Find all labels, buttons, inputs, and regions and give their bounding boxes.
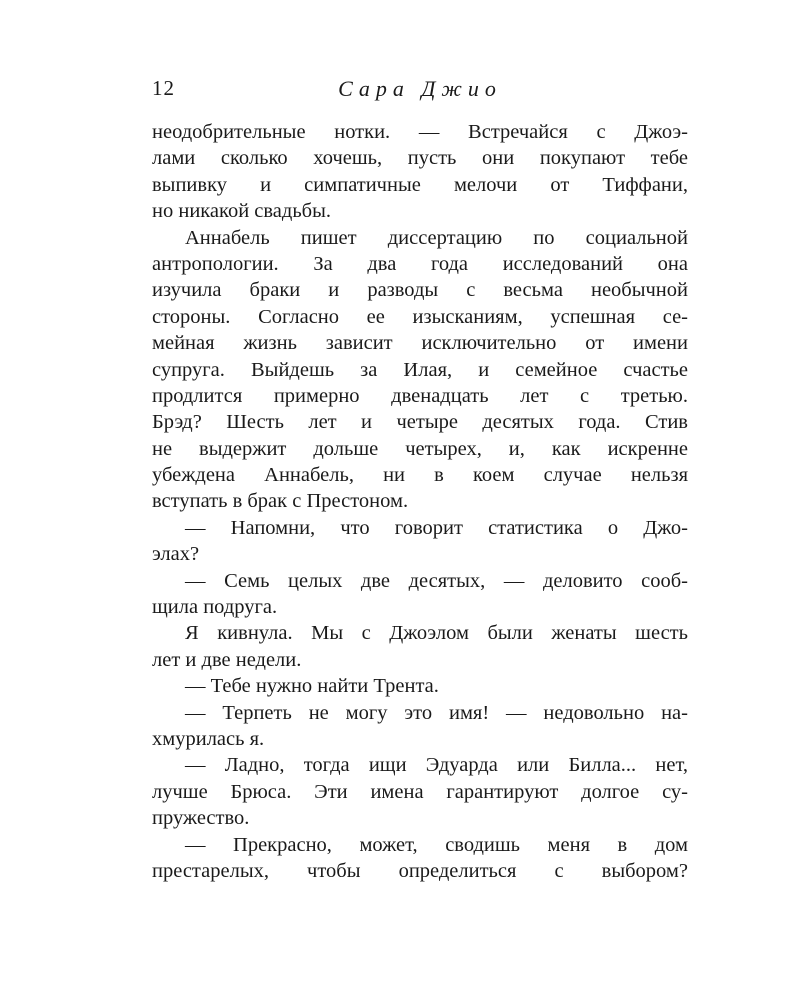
text-line: убеждена Аннабель, ни в коем случае нельзя — [152, 464, 688, 487]
text-line: но никакой свадьбы. — [152, 200, 332, 223]
text-line: не выдержит дольше четырех, и, как искренне — [152, 437, 688, 460]
text-line: лет и две недели. — [152, 648, 302, 671]
text-line: — Ладно, тогда ищи Эдуарда или Билла... нет, — [185, 754, 688, 777]
text-line: престарелых, чтобы определиться с выбором? — [152, 859, 688, 882]
text-line: супруга. Выйдешь за Илая, и семейное счастье — [152, 358, 688, 381]
text-line: антропологии. За два года исследований она — [152, 252, 688, 275]
running-head-author: Сара Джио — [338, 76, 502, 101]
text-line: Брэд? Шесть лет и четыре десятых года. Стив — [152, 411, 688, 434]
text-line: лами сколько хочешь, пусть они покупают тебе — [152, 147, 688, 170]
text-line: стороны. Согласно ее изысканиям, успешная се- — [152, 305, 688, 328]
text-line: — Прекрасно, может, сводишь меня в дом — [185, 833, 688, 856]
page-header — [152, 76, 688, 104]
text-line: элах? — [152, 543, 200, 566]
text-line: изучила браки и разводы с весьма необычной — [152, 279, 688, 302]
text-line: мейная жизнь зависит исключительно от имени — [152, 332, 688, 355]
page-number: 12 — [152, 76, 175, 100]
text-line: Я кивнула. Мы с Джоэлом были женаты шесть — [185, 622, 688, 645]
text-line: неодобрительные нотки. — Встречайся с Джоэ- — [152, 121, 688, 143]
text-line: Аннабель пишет диссертацию по социальной — [185, 226, 688, 249]
body-text — [152, 119, 688, 884]
text-line: — Терпеть не могу это имя! — недовольно на- — [185, 701, 688, 724]
text-line: хмурилась я. — [152, 727, 265, 750]
text-line: продлится примерно двенадцать лет с третью. — [152, 384, 688, 407]
text-line: щила подруга. — [152, 596, 278, 619]
text-line: вступать в брак с Престоном. — [152, 490, 409, 513]
text-line: пружество. — [152, 807, 250, 830]
text-line: — Тебе нужно найти Трента. — [185, 675, 439, 698]
text-line: выпивку и симпатичные мелочи от Тиффани, — [152, 173, 688, 196]
text-line: — Семь целых две десятых, — деловито сооб- — [185, 569, 688, 592]
text-line: лучше Брюса. Эти имена гарантируют долгое су- — [152, 780, 688, 803]
text-line: — Напомни, что говорит статистика о Джо- — [185, 516, 688, 539]
